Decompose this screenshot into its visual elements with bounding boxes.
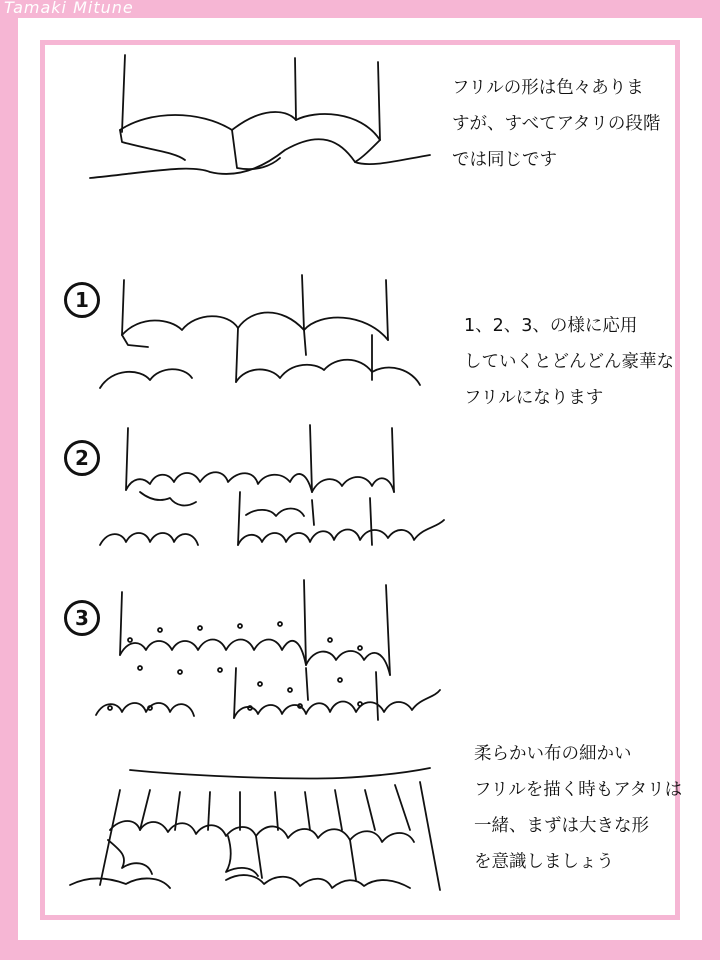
note-line: を意識しましょう (474, 852, 614, 872)
note-line: フリルになります (464, 388, 604, 408)
note-line: フリルの形は色々ありま (452, 78, 644, 98)
note-soft-fabric (474, 736, 682, 880)
step-1-number: 1 (64, 282, 100, 318)
frill-step-1-sketch (100, 275, 420, 388)
note-line: すが、すべてアタリの段階 (452, 114, 661, 134)
basic-frill-sketch (90, 55, 430, 178)
step-3-number: 3 (64, 600, 100, 636)
note-line: では同じです (452, 150, 557, 170)
frill-step-3-sketch (96, 580, 440, 720)
note-line: フリルを描く時もアタリは (474, 780, 683, 800)
note-line: 一緒、まずは大きな形 (474, 816, 649, 836)
frill-step-2-sketch (100, 425, 444, 545)
note-basic-frill (452, 70, 660, 178)
step-2-number: 2 (64, 440, 100, 476)
artist-watermark: Tamaki Mitune (4, 0, 134, 17)
note-line: 1、2、3、の様に応用 (464, 316, 638, 336)
note-line: 柔らかい布の細かい (474, 744, 632, 764)
note-line: していくとどんどん豪華な (464, 352, 674, 372)
note-applied-frill (464, 308, 674, 416)
soft-fabric-frill-sketch (70, 768, 440, 890)
